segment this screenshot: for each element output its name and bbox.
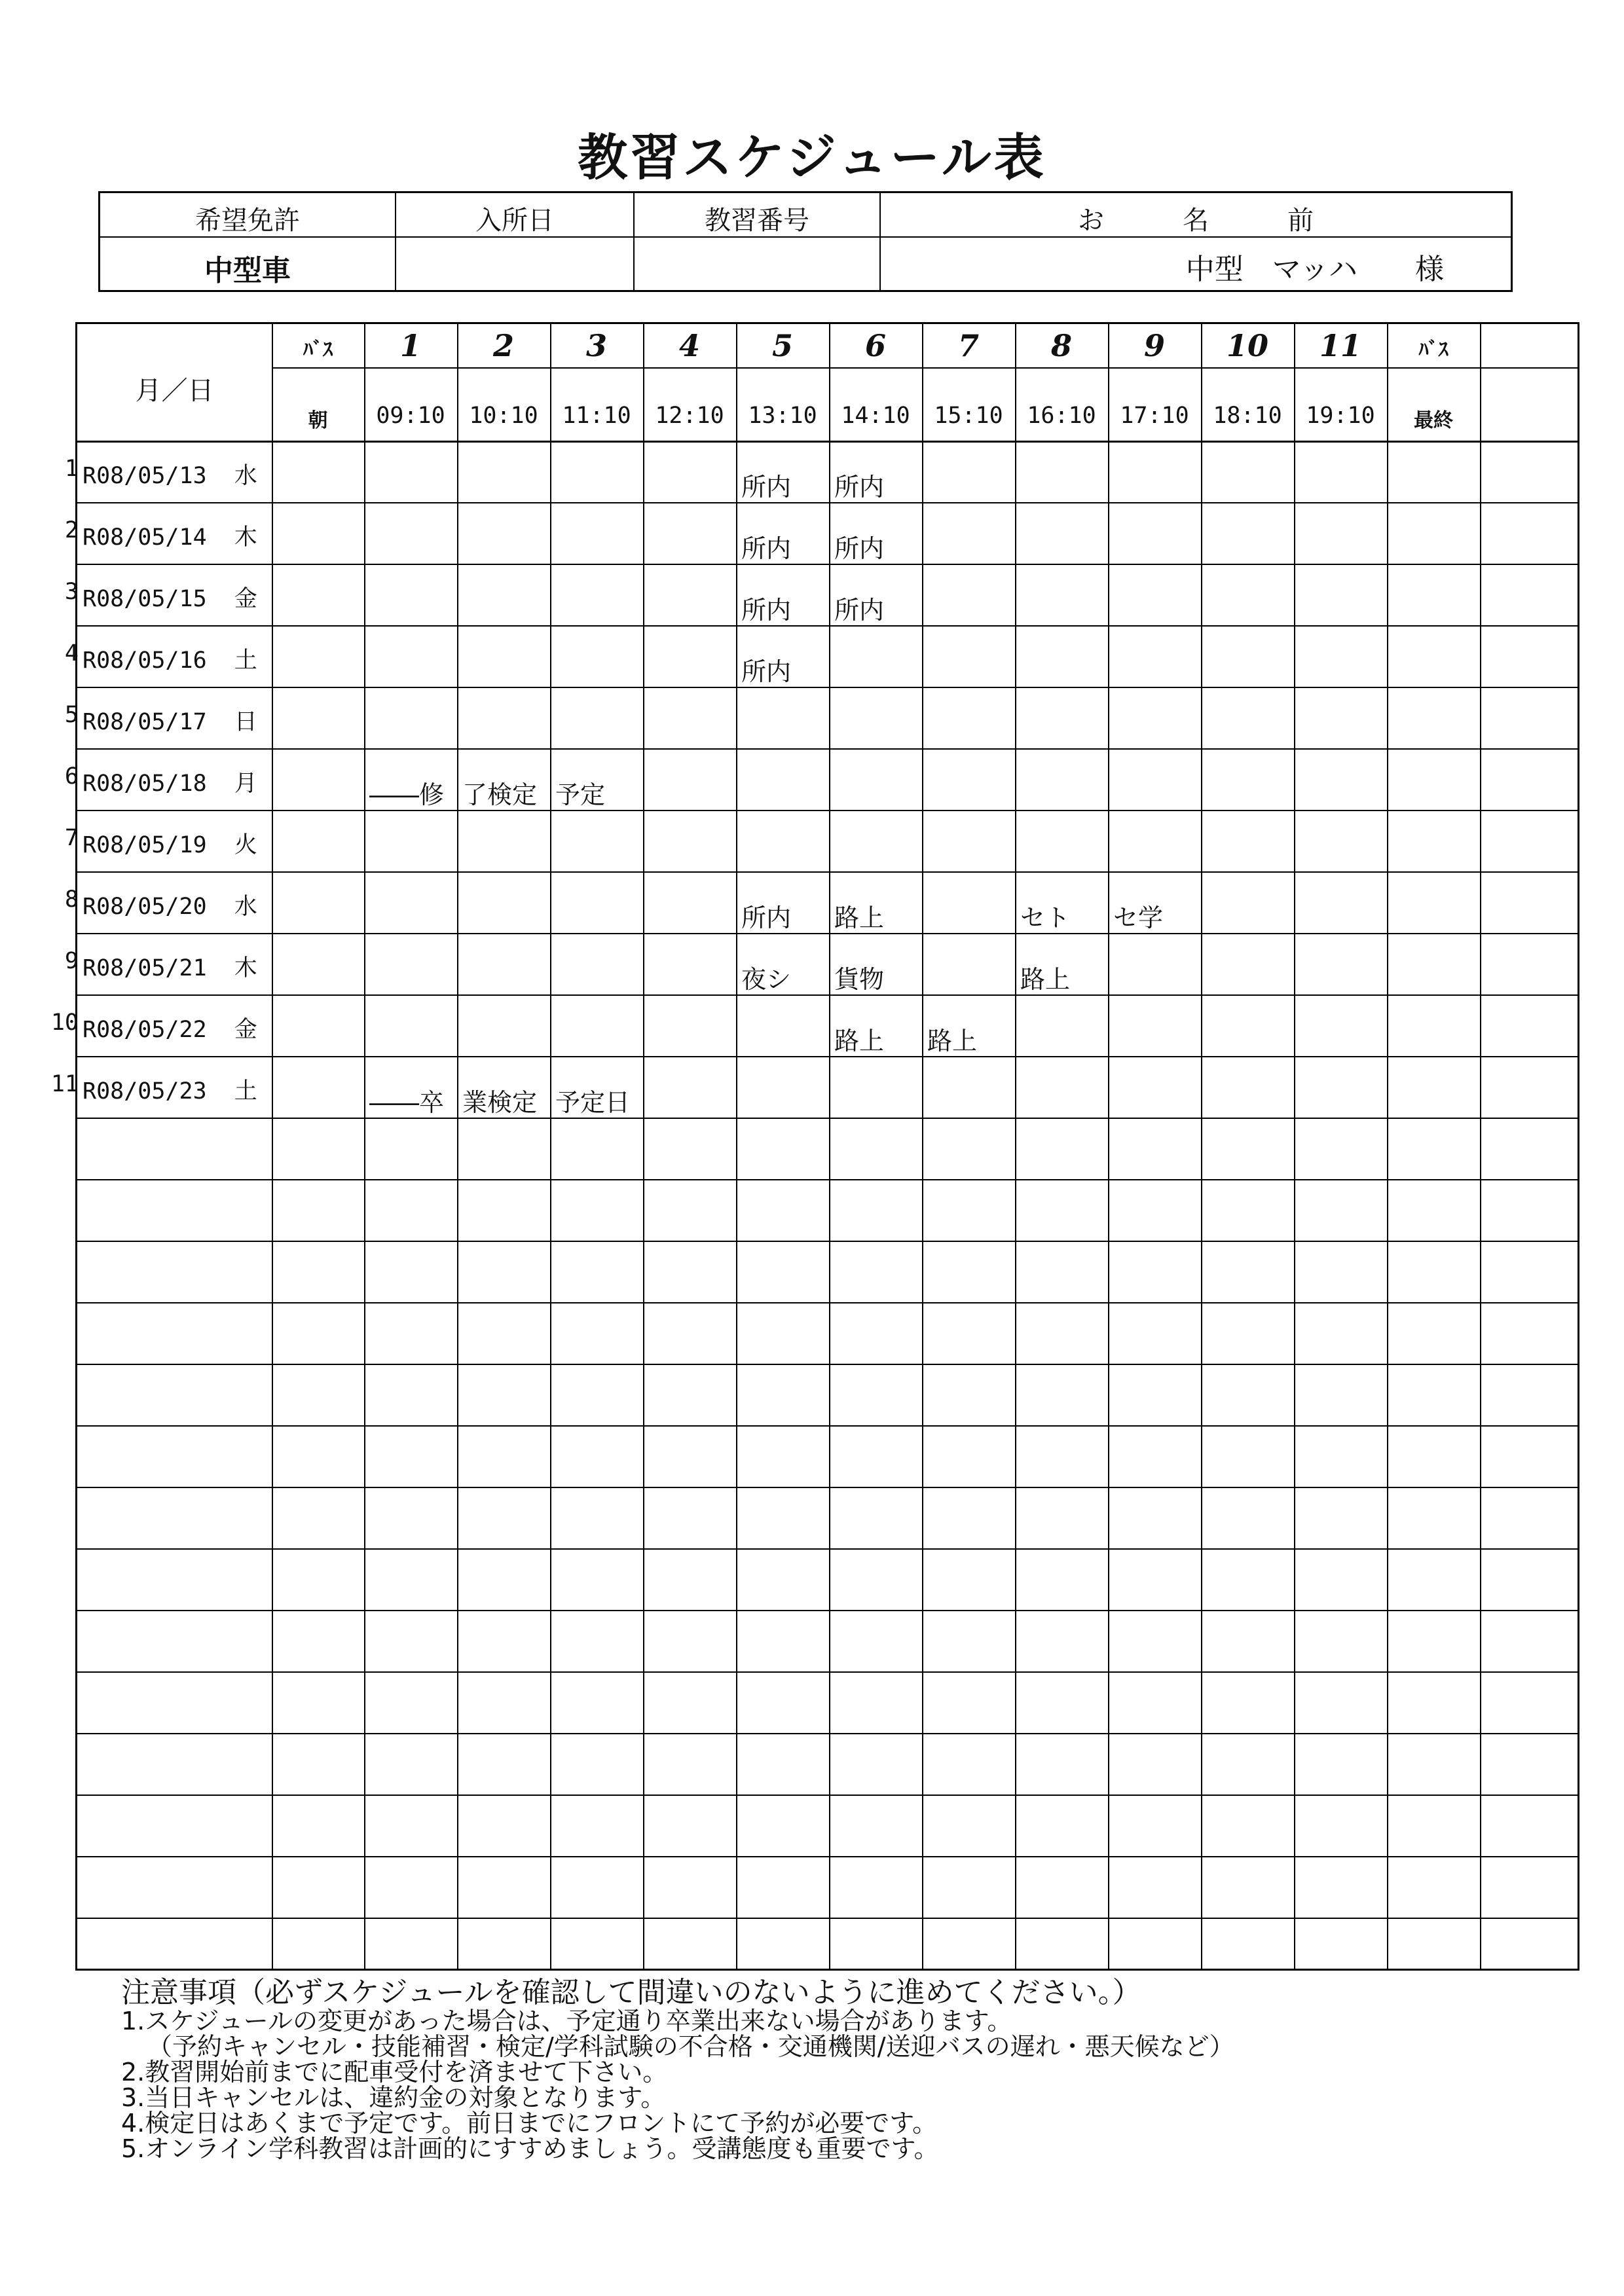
row-number: 7 <box>64 825 79 851</box>
row-number: 11 <box>50 1071 79 1097</box>
row-date: R08/05/16 土 <box>83 647 257 674</box>
notes-heading: 注意事項（必ずスケジュールを確認して間違いのないように進めてください。） <box>121 1976 1141 2009</box>
schedule-entry: 所内 <box>741 903 792 932</box>
slot-number: 9 <box>1143 328 1165 363</box>
row-date: R08/05/18 月 <box>83 771 257 797</box>
row-number: 2 <box>64 517 79 543</box>
row-date: R08/05/22 金 <box>83 1017 257 1043</box>
slot-time: 18:10 <box>1213 403 1282 429</box>
schedule-entry: 路上 <box>834 1027 885 1055</box>
row-number: 4 <box>64 640 79 666</box>
row-date: R08/05/13 水 <box>83 463 257 489</box>
slot-number: 7 <box>957 328 979 363</box>
row-number: 9 <box>64 948 79 974</box>
note-item: 3.当日キャンセルは、違約金の対象となります。 <box>121 2083 666 2112</box>
slot-number: 10 <box>1226 328 1268 363</box>
page-title: 教習スケジュール表 <box>578 128 1046 187</box>
note-item: 1.スケジュールの変更があった場合は、予定通り卒業出来ない場合があります。 <box>121 2007 1012 2035</box>
slot-number: 2 <box>492 328 514 363</box>
row-date: R08/05/14 木 <box>83 524 257 551</box>
row-number: 5 <box>64 702 79 728</box>
row-date: R08/05/17 日 <box>83 709 257 735</box>
slot-time: 19:10 <box>1306 403 1375 429</box>
slot-number: 4 <box>678 328 700 363</box>
row-number: 1 <box>64 456 79 482</box>
slot-time: 14:10 <box>841 403 910 429</box>
note-item: 5.オンライン学科教習は計画的にすすめましょう。受講態度も重要です。 <box>121 2134 939 2163</box>
slot-number: 5 <box>771 328 793 363</box>
note-item: 2.教習開始前までに配車受付を済ませて下さい。 <box>121 2058 668 2086</box>
row-date: R08/05/19 火 <box>83 832 257 858</box>
schedule-entry: 所内 <box>741 534 792 563</box>
name-header: お 名 前 <box>1078 206 1314 236</box>
slot-time: 12:10 <box>655 403 724 429</box>
row-date: R08/05/20 水 <box>83 894 257 920</box>
schedule-entry: 所内 <box>741 473 792 501</box>
schedule-entry: 貨物 <box>834 965 885 994</box>
slot-time: 17:10 <box>1120 403 1189 429</box>
last-label: 最終 <box>1414 409 1453 432</box>
slot-number: 3 <box>585 328 607 363</box>
schedule-entry: ――修 <box>369 780 445 809</box>
notes-section <box>121 1977 1562 2162</box>
schedule-entry: 了検定 <box>462 780 538 809</box>
student-info-table <box>98 191 1513 292</box>
schedule-entry: セト <box>1020 903 1071 932</box>
row-date: R08/05/21 木 <box>83 955 257 981</box>
schedule-entry: 所内 <box>834 596 885 625</box>
schedule-entry: 路上 <box>927 1027 978 1055</box>
date-column-header: 月／日 <box>135 376 214 406</box>
row-number: 8 <box>64 886 79 913</box>
schedule-entry: 予定 <box>555 780 606 809</box>
schedule-entry: 業検定 <box>462 1088 538 1117</box>
slot-time: 15:10 <box>934 403 1003 429</box>
slot-time: 09:10 <box>376 403 445 429</box>
last-bus-label: ﾊﾞｽ <box>1418 338 1449 361</box>
slot-time: 10:10 <box>469 403 538 429</box>
row-date: R08/05/15 金 <box>83 586 257 612</box>
note-item: 4.検定日はあくまで予定です。前日までにフロントにて予約が必要です。 <box>121 2109 938 2138</box>
schedule-entry: 所内 <box>741 596 792 625</box>
schedule-entry: 路上 <box>1020 965 1071 994</box>
schedule-entry: 所内 <box>834 534 885 563</box>
slot-number: 8 <box>1050 328 1072 363</box>
student-number-header: 教習番号 <box>705 206 809 236</box>
slot-number: 6 <box>864 328 886 363</box>
schedule-entry: 路上 <box>834 903 885 932</box>
morning-bus-label: ﾊﾞｽ <box>303 338 333 361</box>
slot-number: 1 <box>399 328 421 363</box>
note-item: （予約キャンセル・技能補習・検定/学科試験の不合格・交通機関/送迎バスの遅れ・悪天候など） <box>147 2032 1234 2061</box>
license-header: 希望免許 <box>195 206 300 236</box>
slot-time: 11:10 <box>562 403 631 429</box>
student-name-value: 中型 マッハ 様 <box>1185 253 1444 286</box>
slot-time: 16:10 <box>1027 403 1096 429</box>
slot-number: 11 <box>1319 328 1361 363</box>
slot-time: 13:10 <box>748 403 817 429</box>
entry-date-header: 入所日 <box>475 206 554 236</box>
schedule-entry: 所内 <box>741 657 792 686</box>
schedule-entry: セ学 <box>1113 903 1164 932</box>
schedule-entry: 予定日 <box>555 1088 631 1117</box>
row-date: R08/05/23 土 <box>83 1078 257 1104</box>
schedule-grid <box>75 322 1579 1971</box>
morning-label: 朝 <box>308 409 328 432</box>
row-number: 3 <box>64 579 79 605</box>
schedule-entry: 夜シ <box>741 965 792 994</box>
row-number: 10 <box>50 1010 79 1036</box>
schedule-entry: 所内 <box>834 473 885 501</box>
schedule-entry: ――卒 <box>369 1088 445 1117</box>
license-value: 中型車 <box>204 254 291 287</box>
row-number: 6 <box>64 763 79 790</box>
